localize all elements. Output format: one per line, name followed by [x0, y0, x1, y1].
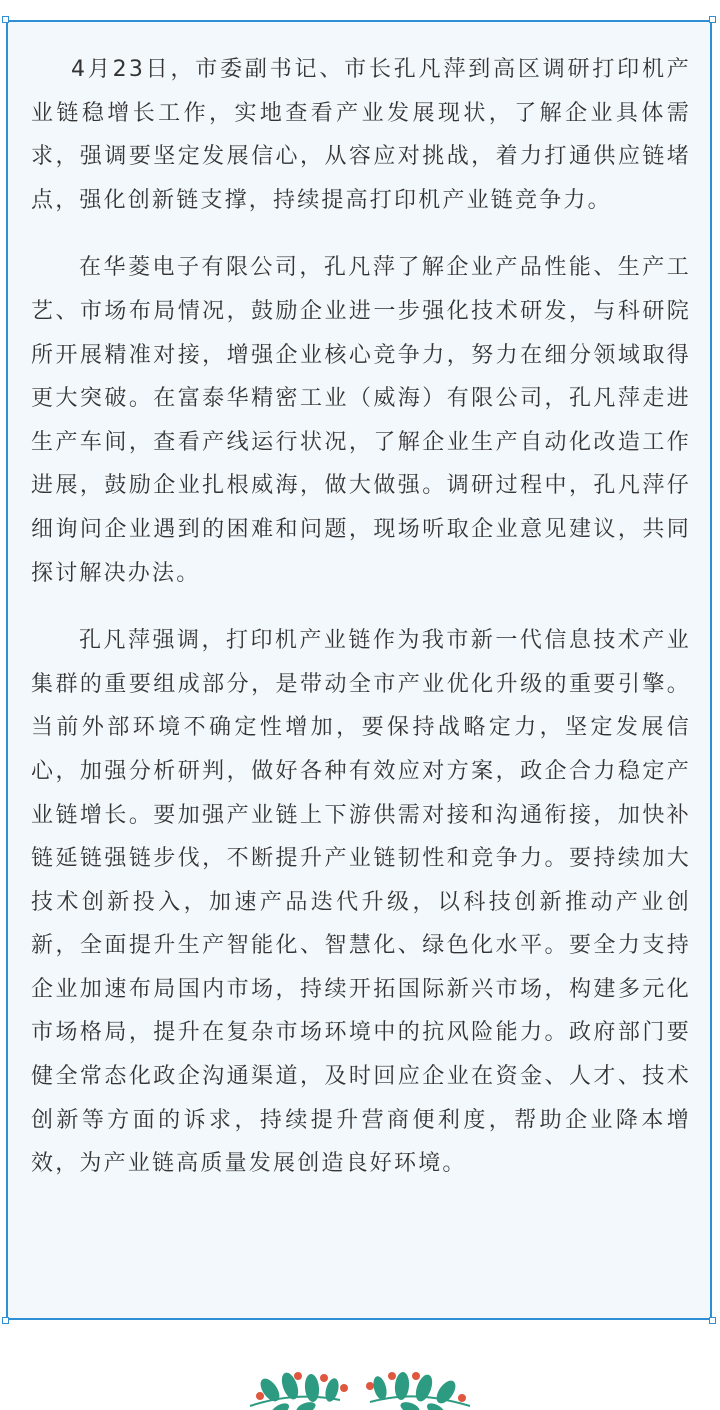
frame-corner-top-left — [2, 16, 9, 23]
paragraph-1: 4月23日，市委副书记、市长孔凡萍到高区调研打印机产业链稳增长工作，实地查看产业发展现状，了解企业具体需求，强调要坚定发展信心，从容应对挑战，着力打通供应链堵点，强化创新链支撑，持续提高打印机产业链竞争力。 — [31, 57, 691, 213]
frame-corner-bottom-right — [709, 1317, 716, 1324]
article-body — [31, 48, 691, 1210]
paragraph-3: 孔凡萍强调，打印机产业链作为我市新一代信息技术产业集群的重要组成部分，是带动全市产业优化升级的重要引擎。当前外部环境不确定性增加，要保持战略定力，坚定发展信心，加强分析研判，做好各种有效应对方案，政企合力稳定产业链增长。要加强产业链上下游供需对接和沟通衔接，加快补链延链强链步伐，不断提升产业链韧性和竞争力。要持续加大技术创新投入，加速产品迭代升级，以科技创新推动产业创新，全面提升生产智能化、智慧化、绿色化水平。要全力支持企业加速布局国内市场，持续开拓国际新兴市场，构建多元化市场格局，提升在复杂市场环境中的抗风险能力。政府部门要健全常态化政企沟通渠道，及时回应企业在资金、人才、技术创新等方面的诉求，持续提升营商便利度，帮助企业降本增效，为产业链高质量发展创造良好环境。 — [31, 628, 691, 1177]
paragraph-2: 在华菱电子有限公司，孔凡萍了解企业产品性能、生产工艺、市场布局情况，鼓励企业进一步强化技术研发，与科研院所开展精准对接，增强企业核心竞争力，努力在细分领域取得更大突破。在富泰华精密工业（威海）有限公司，孔凡萍走进生产车间，查看产线运行状况，了解企业生产自动化改造工作进展，鼓励企业扎根威海，做大做强。调研过程中，孔凡萍仔细询问企业遇到的困难和问题，现场听取企业意见建议，共同探讨解决办法。 — [31, 255, 691, 586]
frame-corner-bottom-left — [2, 1317, 9, 1324]
floral-divider-icon — [240, 1366, 480, 1410]
frame-corner-top-right — [709, 16, 716, 23]
